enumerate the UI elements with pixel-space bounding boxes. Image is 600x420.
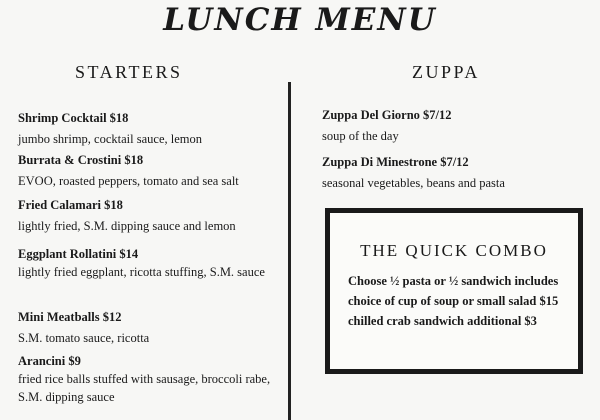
item-name: Mini Meatballs $12 xyxy=(18,310,122,324)
menu-item-fried-calamari xyxy=(18,196,280,235)
item-description: jumbo shrimp, cocktail sauce, lemon xyxy=(18,132,202,146)
menu-item-zuppa-di-minestrone xyxy=(322,153,592,192)
combo-title: THE QUICK COMBO xyxy=(360,241,548,260)
combo-line: choice of cup of soup or small salad $15 xyxy=(348,294,559,308)
item-description: EVOO, roasted peppers, tomato and sea salt xyxy=(18,174,239,188)
item-name: Burrata & Crostini $18 xyxy=(18,153,144,167)
column-divider xyxy=(288,82,291,420)
item-name: Zuppa Del Giorno $7/12 xyxy=(322,108,452,122)
menu-item-arancini xyxy=(18,352,280,406)
item-name: Arancini $9 xyxy=(18,354,81,368)
combo-description xyxy=(348,271,574,331)
item-description: soup of the day xyxy=(322,129,399,143)
item-description: seasonal vegetables, beans and pasta xyxy=(322,176,505,190)
item-name: Zuppa Di Minestrone $7/12 xyxy=(322,155,469,169)
item-name: Fried Calamari $18 xyxy=(18,198,123,212)
starters-heading: STARTERS xyxy=(75,62,183,82)
item-description: lightly fried eggplant, ricotta stuffing, S.M. sauce xyxy=(18,265,265,279)
zuppa-heading: ZUPPA xyxy=(412,62,480,82)
menu-item-shrimp-cocktail xyxy=(18,109,280,148)
item-description: fried rice balls stuffed with sausage, broccoli rabe, S.M. dipping sauce xyxy=(18,372,271,404)
item-description: S.M. tomato sauce, ricotta xyxy=(18,331,150,345)
menu-item-burrata-crostini xyxy=(18,151,280,190)
menu-item-mini-meatballs xyxy=(18,308,280,347)
item-description: lightly fried, S.M. dipping sauce and lemon xyxy=(18,219,236,233)
menu-title: LUNCH MENU xyxy=(163,2,437,38)
combo-line: Choose ½ pasta or ½ sandwich includes xyxy=(348,274,559,288)
item-name: Eggplant Rollatini $14 xyxy=(18,247,139,261)
menu-item-eggplant-rollatini xyxy=(18,245,280,281)
quick-combo-box xyxy=(325,208,583,374)
combo-line: chilled crab sandwich additional $3 xyxy=(348,314,537,328)
item-name: Shrimp Cocktail $18 xyxy=(18,111,129,125)
menu-item-zuppa-del-giorno xyxy=(322,106,592,145)
